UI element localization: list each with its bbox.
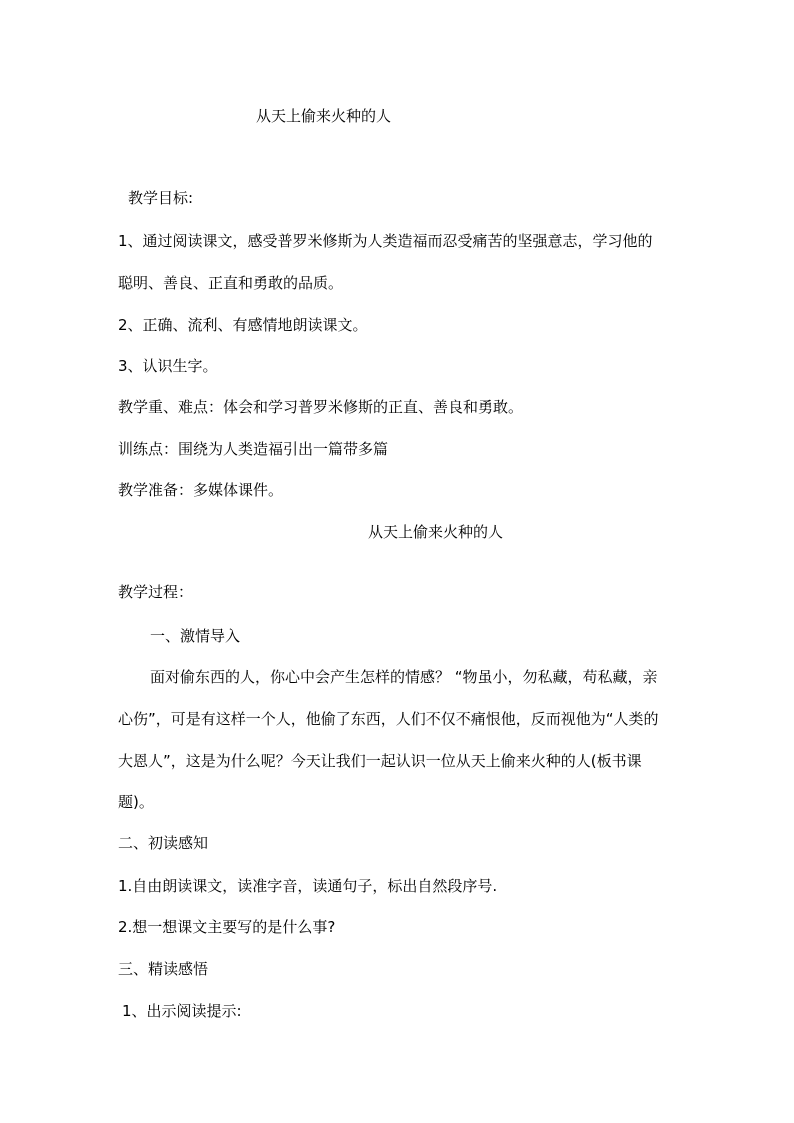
- preparation: 教学准备：多媒体课件。: [118, 481, 284, 499]
- key-points: 教学重、难点：体会和学习普罗米修斯的正直、善良和勇敢。: [118, 398, 524, 416]
- intro-line-3: 大恩人”，这是为什么呢？今天让我们一起认识一位从天上偷来火种的人(板书课: [118, 752, 642, 770]
- close-reading-item-1: 1、出示阅读提示:: [122, 1002, 242, 1020]
- objectives-heading: 教学目标:: [128, 189, 194, 207]
- centered-title: 从天上偷来火种的人: [368, 523, 504, 541]
- process-heading: 教学过程：: [118, 583, 194, 601]
- section-3-heading: 三、精读感悟: [118, 960, 209, 978]
- intro-line-4: 题)。: [118, 793, 154, 811]
- objective-3: 3、认识生字。: [118, 357, 218, 375]
- reading-item-1: 1.自由朗读课文，读准字音，读通句子，标出自然段序号.: [118, 877, 498, 895]
- training-point: 训练点：围绕为人类造福引出一篇带多篇: [118, 440, 389, 458]
- section-2-heading: 二、初读感知: [118, 834, 209, 852]
- page-title: 从天上偷来火种的人: [256, 107, 392, 125]
- intro-line-2: 心伤”，可是有这样一个人，他偷了东西，人们不仅不痛恨他，反而视他为“人类的: [118, 710, 659, 728]
- objective-1-line-2: 聪明、善良、正直和勇敢的品质。: [118, 274, 344, 292]
- objective-1-line-1: 1、通过阅读课文，感受普罗米修斯为人类造福而忍受痛苦的坚强意志，学习他的: [118, 232, 653, 250]
- objective-2: 2、正确、流利、有感情地朗读课文。: [118, 316, 368, 334]
- section-1-heading: 一、激情导入: [150, 627, 241, 645]
- reading-item-2: 2.想一想课文主要写的是什么事?: [118, 918, 336, 936]
- intro-line-1: 面对偷东西的人，你心中会产生怎样的情感？ “物虽小，勿私藏，苟私藏，亲: [150, 668, 658, 686]
